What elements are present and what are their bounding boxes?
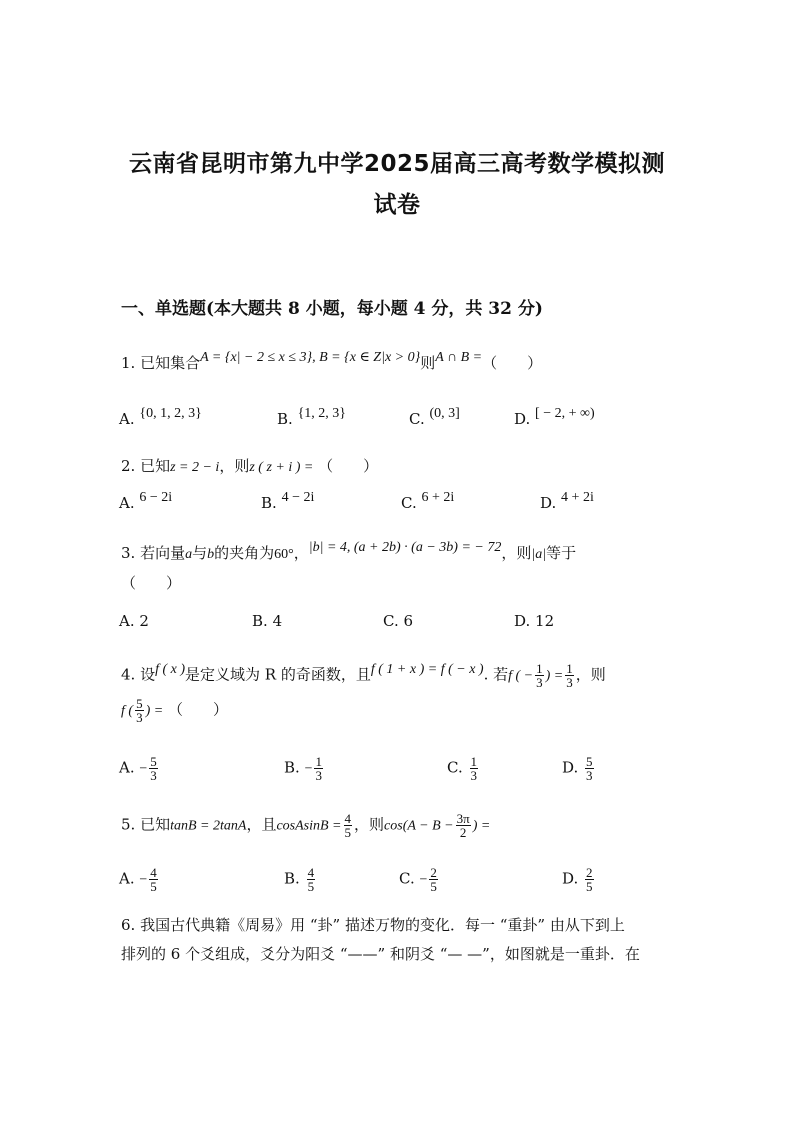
question-1: 1. 已知集合A = {x| − 2 ≤ x ≤ 3}, B = {x ∈ Z|x > 0}则A ∩ B =（ ） bbox=[121, 350, 543, 372]
q4-option-a: A. − $\frac{5}{3}$ bbox=[119, 754, 157, 783]
q1-option-a: A. {0, 1, 2, 3} bbox=[119, 406, 202, 428]
q3-vector-condition: |b| = 4, (a + 2b) · (a − 3b) = − 72 bbox=[308, 540, 502, 555]
paper-title-line1: 云南省昆明市第九中学2025届高三高考数学模拟测 bbox=[128, 151, 665, 177]
question-4: 4. 设f ( x )是定义域为 R 的奇函数，且f ( 1 + x ) = f ( − x ). 若f ( − $\frac{1}{3}$ ) = $\frac{1}{3}$ ，则 bbox=[121, 661, 606, 690]
q5-option-d: D. $\frac{2}{5}$ bbox=[562, 865, 593, 894]
q1-option-b: B. {1, 2, 3} bbox=[277, 406, 347, 428]
question-4-ask: f ( $\frac{5}{3}$ ) = （ ） bbox=[121, 696, 228, 725]
q2-option-a: A. 6 − 2i bbox=[119, 490, 173, 512]
q2-option-b: B. 4 − 2i bbox=[261, 490, 315, 512]
q1-set-definition: A = {x| − 2 ≤ x ≤ 3}, B = {x ∈ Z|x > 0} bbox=[200, 350, 421, 365]
question-3-paren: （ ） bbox=[121, 574, 182, 592]
q2-option-d: D. 4 + 2i bbox=[540, 490, 594, 512]
section-heading: 一、单选题(本大题共 8 小题，每小题 4 分，共 32 分) bbox=[121, 299, 543, 319]
question-3: 3. 若向量a与b的夹角为60°，|b| = 4, (a + 2b) · (a − 3b) = − 72，则|a|等于 bbox=[121, 540, 577, 562]
q1-option-d: D. [ − 2, + ∞) bbox=[514, 406, 595, 428]
question-6-line2: 排列的 6 个爻组成，爻分为阳爻 “——” 和阴爻 “— —”，如图就是一重卦．在 bbox=[121, 945, 640, 963]
q4-option-b: B. − $\frac{1}{3}$ bbox=[284, 754, 322, 783]
q1-option-c: C. (0, 3] bbox=[409, 406, 460, 428]
q5-option-a: A. − $\frac{4}{5}$ bbox=[119, 865, 157, 894]
q5-option-c: C. − $\frac{2}{5}$ bbox=[399, 865, 437, 894]
q5-option-b: B. $\frac{4}{5}$ bbox=[284, 865, 315, 894]
q3-option-b: B. 4 bbox=[252, 612, 283, 630]
q3-option-a: A. 2 bbox=[119, 612, 149, 630]
q1-intersection: A ∩ B = bbox=[435, 350, 483, 365]
q4-option-c: C. $\frac{1}{3}$ bbox=[447, 754, 477, 783]
question-2: 2. 已知z = 2 − i，则z ( z + i ) = （ ） bbox=[121, 457, 379, 475]
question-6-line1: 6. 我国古代典籍《周易》用 “卦” 描述万物的变化．每一 “重卦” 由从下到上 bbox=[121, 916, 625, 934]
paper-title-line2: 试卷 bbox=[373, 192, 421, 218]
question-5: 5. 已知tanB = 2tanA，且cosAsinB = $\frac{4}{5}$ ，则cos(A − B − $\frac{3\pi}{2}$ ) = bbox=[121, 811, 491, 840]
q2-option-c: C. 6 + 2i bbox=[401, 490, 455, 512]
q3-option-d: D. 12 bbox=[514, 612, 555, 630]
q3-option-c: C. 6 bbox=[383, 612, 414, 630]
q4-option-d: D. $\frac{5}{3}$ bbox=[562, 754, 593, 783]
